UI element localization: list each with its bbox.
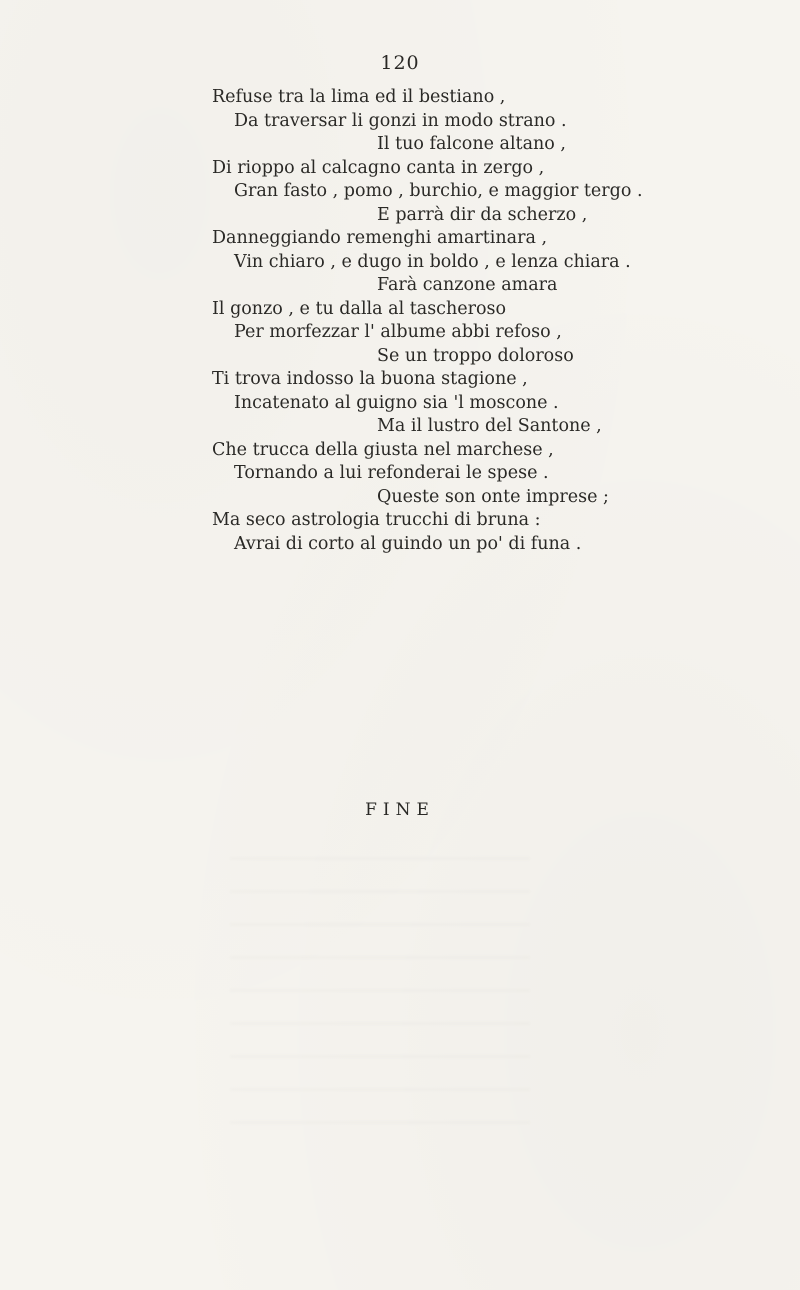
page-number: 120 [380, 52, 420, 74]
poem-line: Vin chiaro , e dugo in boldo , e lenza chiara . [234, 252, 631, 272]
poem-line: Danneggiando remenghi amartinara , [212, 228, 548, 248]
poem-line: Ma il lustro del Santone , [377, 416, 602, 436]
poem-line: Ma seco astrologia trucchi di bruna : [212, 510, 541, 530]
poem-line: Avrai di corto al guindo un po' di funa . [234, 534, 582, 554]
poem-line: Di rioppo al calcagno canta in zergo , [212, 158, 545, 178]
poem-line: Il gonzo , e tu dalla al tascheroso [212, 299, 507, 319]
poem-line: Farà canzone amara [377, 275, 558, 295]
end-marker: FINE [365, 800, 435, 820]
poem-line: Il tuo falcone altano , [377, 134, 566, 154]
poem-line: Gran fasto , pomo , burchio, e maggior tergo . [234, 181, 643, 201]
poem-line: Da traversar li gonzi in modo strano . [234, 111, 567, 131]
poem-line: Tornando a lui refonderai le spese . [234, 463, 549, 483]
poem-line: Queste son onte imprese ; [377, 487, 609, 507]
show-through-texture [230, 840, 530, 1140]
poem-line: E parrà dir da scherzo , [377, 205, 588, 225]
poem-line: Incatenato al guigno sia 'l moscone . [234, 393, 559, 413]
poem-line: Per morfezzar l' albume abbi refoso , [234, 322, 562, 342]
poem-line: Ti trova indosso la buona stagione , [212, 369, 528, 389]
poem-line: Refuse tra la lima ed il bestiano , [212, 87, 506, 107]
poem-line: Se un troppo doloroso [377, 346, 574, 366]
poem-line: Che trucca della giusta nel marchese , [212, 440, 554, 460]
